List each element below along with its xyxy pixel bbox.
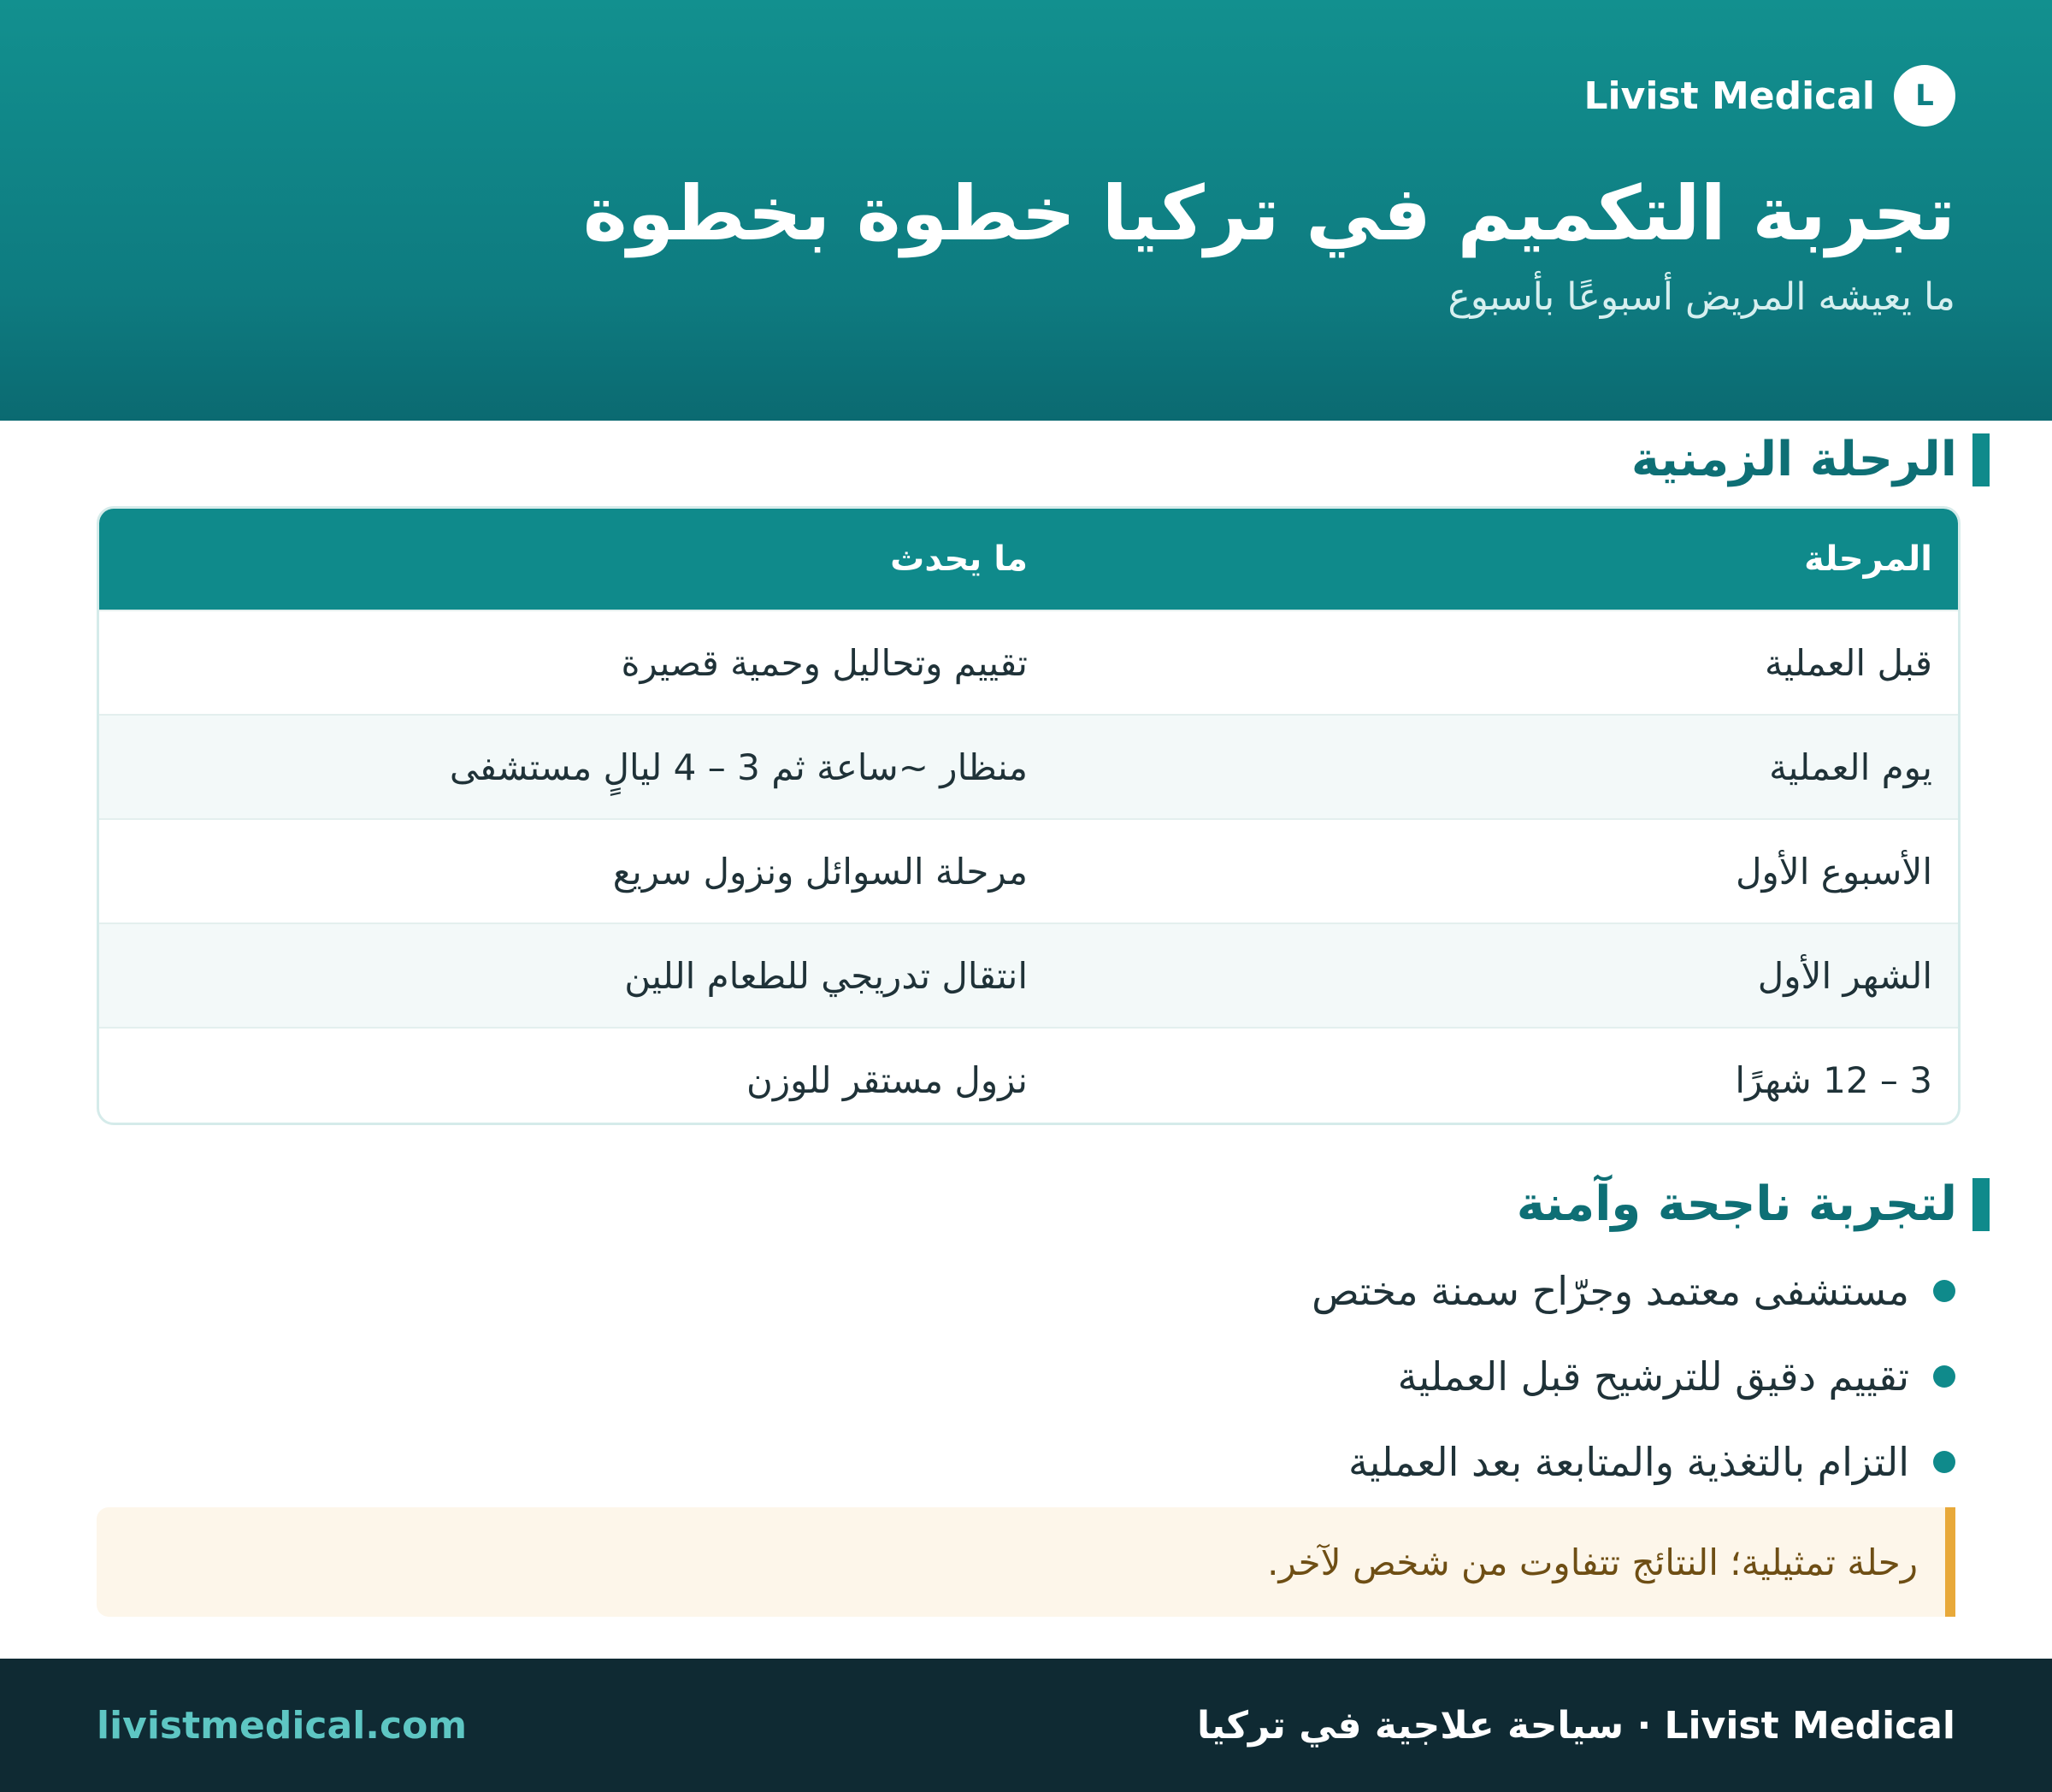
section-accent-bar [1972,433,1990,486]
tips-list [1312,1248,1955,1505]
table-row [99,714,1958,818]
list-item-text: مستشفى معتمد وجرّاح سمنة مختص [1312,1268,1909,1314]
timeline-heading [1631,430,1990,490]
disclaimer-text: رحلة تمثيلية؛ النتائج تتفاوت من شخص لآخر. [1267,1541,1918,1583]
table-row [99,818,1958,923]
tips-heading-text: لتجربة ناجحة وآمنة [1516,1176,1957,1232]
page-title: تجربة التكميم في تركيا خطوة بخطوة [582,169,1955,257]
column-header-stage: المرحلة [1804,539,1932,579]
bullet-dot-icon [1933,1365,1955,1388]
what-cell: مرحلة السوائل ونزول سريع [612,850,1028,893]
disclaimer-note [97,1507,1955,1617]
brand [1584,63,1955,128]
stage-cell: قبل العملية [1764,641,1932,684]
list-item [1312,1248,1955,1334]
tips-heading [1517,1175,1990,1235]
list-item [1312,1419,1955,1505]
page-subtitle: ما يعيشه المريض أسبوعًا بأسبوع [1448,275,1955,319]
list-item [1312,1334,1955,1419]
stage-cell: يوم العملية [1769,746,1932,788]
what-cell: منظار ~ساعة ثم 3 – 4 ليالٍ مستشفى [449,746,1028,788]
footer-tagline: Livist Medical · سياحة علاجية في تركيا [1196,1703,1955,1748]
section-accent-bar [1972,1178,1990,1231]
timeline-heading-text: الرحلة الزمنية [1630,432,1957,487]
table-row [99,1027,1958,1125]
bullet-dot-icon [1933,1451,1955,1473]
brand-name: Livist Medical [1583,74,1875,118]
what-cell: تقييم وتحاليل وحمية قصيرة [621,641,1028,684]
list-item-text: التزام بالتغذية والمتابعة بعد العملية [1348,1439,1909,1485]
what-cell: نزول مستقر للوزن [746,1058,1028,1101]
brand-logo-icon: L [1894,65,1955,127]
header-banner [0,0,2052,421]
list-item-text: تقييم دقيق للترشيح قبل العملية [1397,1353,1909,1400]
table-row [99,923,1958,1027]
table-row [99,610,1958,714]
what-cell: انتقال تدريجي للطعام اللين [624,954,1028,997]
footer [0,1659,2052,1792]
table-header-row [99,509,1958,610]
stage-cell: الشهر الأول [1757,954,1932,997]
bullet-dot-icon [1933,1280,1955,1302]
column-header-what: ما يحدث [890,539,1028,579]
stage-cell: 3 – 12 شهرًا [1735,1058,1932,1101]
footer-website-link[interactable]: livistmedical.com [97,1703,468,1748]
stage-cell: الأسبوع الأول [1735,850,1932,893]
timeline-table [97,506,1961,1125]
